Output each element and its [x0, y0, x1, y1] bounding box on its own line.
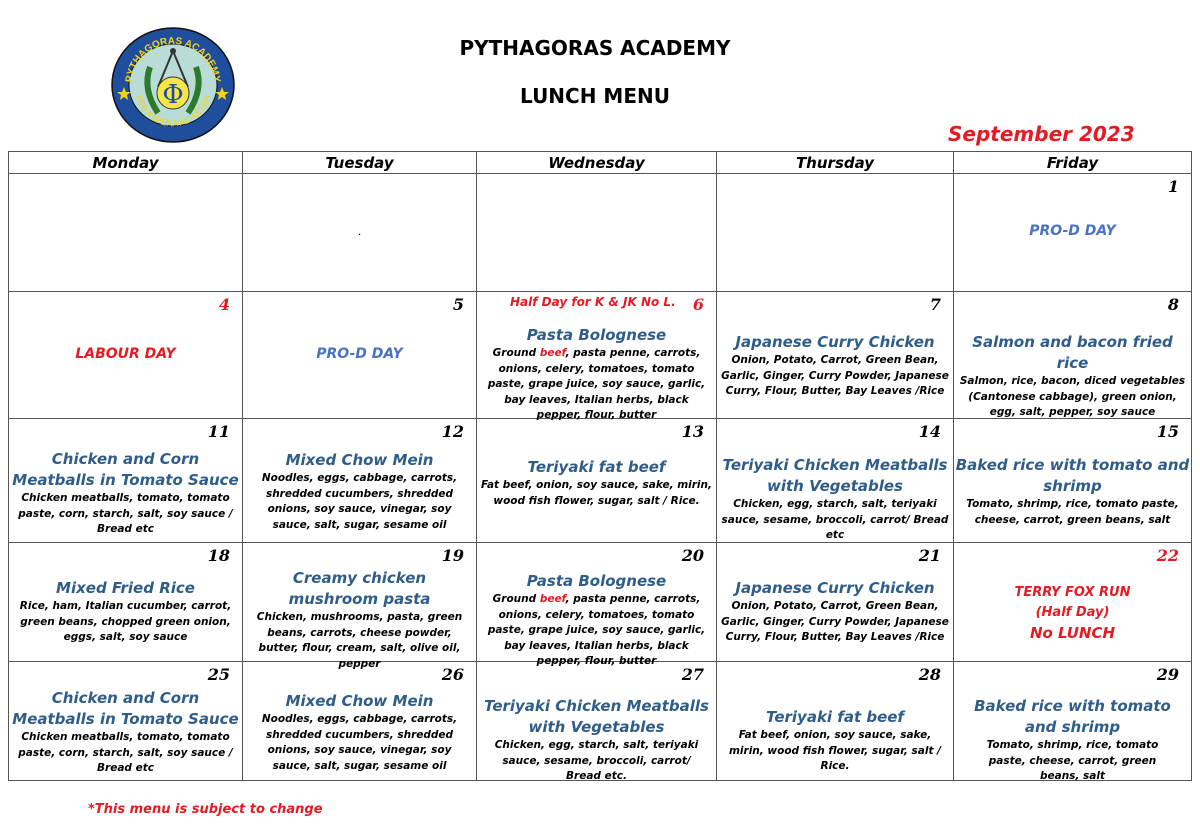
ingredients: Noodles, eggs, cabbage, carrots, shredded cucumbers, shredded onions, soy sauce, vinegar, soy sauce, salt, sugar, sesame oil [261, 713, 458, 772]
day-number: 28 [918, 665, 941, 684]
ingredients: Tomato, shrimp, rice, tomato paste, cheese, carrot, green beans, salt [986, 739, 1159, 782]
ingredients: Onion, Potato, Carrot, Green Bean, Garlic, Ginger, Curry Powder, Japanese Curry, Flour, Butter, Bay Leaves /Rice [721, 600, 949, 643]
ingredients-text: , pasta penne, carrots, onions, celery, tomatoes, tomato paste, grape juice, soy sauce, garlic, bay leaves, Italian herbs, black pepper, flour, butter [487, 593, 706, 667]
day-cell [954, 174, 1192, 292]
menu-entry [717, 707, 953, 775]
stray-mark: . [357, 224, 362, 238]
week-row-5 [9, 662, 1192, 781]
dish-name: Mixed Fried Rice [56, 579, 195, 597]
day-number: 27 [681, 665, 704, 684]
event-line: (Half Day) [1035, 605, 1110, 620]
ingredients: Onion, Potato, Carrot, Green Bean, Garlic, Ginger, Curry Powder, Japanese Curry, Flour, Butter, Bay Leaves /Rice [721, 354, 949, 397]
day-number: 4 [218, 295, 230, 314]
school-name: PYTHAGORAS ACADEMY [459, 36, 731, 60]
ingredients: Noodles, eggs, cabbage, carrots, shredded cucumbers, shredded onions, soy sauce, vinegar, soy sauce, salt, sugar, sesame oil [261, 472, 458, 531]
day-cell [9, 292, 243, 419]
dish-name: Mixed Chow Mein [285, 692, 434, 710]
ingredients: Chicken meatballs, tomato, tomato paste, corn, starch, salt, soy sauce / Bread etc [18, 731, 233, 774]
dish-name: Chicken and Corn Meatballs in Tomato Sauce [12, 450, 239, 489]
menu-entry [477, 696, 716, 785]
event-label: PRO-D DAY [1029, 223, 1116, 239]
day-number: 29 [1156, 665, 1179, 684]
ingredients-text: Ground [492, 347, 540, 359]
menu-entry [477, 325, 716, 424]
week-row-1 [9, 174, 1192, 292]
dish-name: Japanese Curry Chicken [735, 333, 935, 351]
ingredients: Chicken, egg, starch, salt, teriyaki sauce, sesame, broccoli, carrot/ Bread etc. [494, 739, 699, 782]
day-number: 6 [692, 295, 704, 314]
event-line: No LUNCH [1029, 624, 1116, 642]
menu-entry [9, 688, 242, 777]
event-label: LABOUR DAY [75, 346, 176, 362]
menu-entry [9, 449, 242, 538]
dish-name: Teriyaki Chicken Meatballs with Vegetables [484, 697, 709, 736]
dish-name: Teriyaki fat beef [766, 708, 904, 726]
weekday-friday: Friday [954, 152, 1192, 174]
menu-entry [243, 691, 476, 774]
day-number: 21 [918, 546, 941, 565]
ingredients [477, 592, 716, 670]
ingredients-text: , pasta penne, carrots, onions, celery, tomatoes, tomato paste, grape juice, soy sauce, garlic, bay leaves, Italian herbs, black pepper, flour, butter [487, 347, 706, 421]
menu-entry [243, 568, 476, 610]
ingredients: Salmon, rice, bacon, diced vegetables (Cantonese cabbage), green onion, egg, salt, pepper, soy sauce [959, 375, 1186, 418]
dish-name: Chicken and Corn Meatballs in Tomato Sauce [12, 689, 239, 728]
day-cell [243, 292, 477, 419]
week-row-3 [9, 419, 1192, 543]
event-block [954, 583, 1191, 643]
ingredients: Chicken, egg, starch, salt, teriyaki sauce, sesame, broccoli, carrot/ Bread etc [721, 498, 949, 541]
week-row-2 [9, 292, 1192, 419]
day-cell [954, 419, 1192, 543]
ingredients: Chicken, mushrooms, pasta, green beans, carrots, cheese powder, butter, flour, cream, salt, olive oil, pepper [256, 611, 463, 670]
day-cell [954, 543, 1192, 662]
dish-name: Teriyaki fat beef [527, 458, 666, 476]
menu-entry [9, 578, 242, 646]
day-number: 22 [1156, 546, 1179, 565]
day-number: 11 [207, 422, 230, 441]
menu-entry [717, 455, 953, 544]
weekday-tuesday: Tuesday [243, 152, 477, 174]
dish-name: Japanese Curry Chicken [735, 579, 935, 597]
dish-name: Creamy chicken mushroom pasta [288, 569, 431, 608]
day-cell [9, 662, 243, 781]
weekday-wednesday: Wednesday [477, 152, 717, 174]
day-cell [477, 662, 717, 781]
ingredients: Fat beef, onion, soy sauce, sake, mirin, wood fish flower, sugar, salt / Rice. [728, 729, 941, 772]
day-cell [954, 662, 1192, 781]
ingredients: Chicken meatballs, tomato, tomato paste, corn, starch, salt, soy sauce / Bread etc [18, 492, 233, 535]
day-number: 19 [441, 546, 464, 565]
day-cell [717, 292, 954, 419]
day-number: 26 [441, 665, 464, 684]
menu-entry [954, 332, 1191, 421]
academy-emblem-icon [110, 27, 236, 144]
day-cell [717, 419, 954, 543]
day-number: 13 [681, 422, 704, 441]
disclaimer-note: *This menu is subject to change [88, 802, 323, 817]
ingredients-highlight: beef [539, 347, 566, 359]
event-label: PRO-D DAY [316, 346, 403, 362]
day-number: 8 [1167, 295, 1179, 314]
day-number: 12 [441, 422, 464, 441]
dish-name: Salmon and bacon fried rice [972, 333, 1173, 372]
school-logo [110, 27, 236, 144]
menu-entry [717, 578, 953, 646]
menu-entry [954, 696, 1191, 785]
day-cell [477, 419, 717, 543]
day-cell [954, 292, 1192, 419]
ingredients-text: Ground [492, 593, 540, 605]
menu-entry [477, 457, 716, 509]
day-cell [243, 662, 477, 781]
logo-text-bottom: PER ASPERA AD ASTRA [133, 93, 213, 129]
day-number: 25 [207, 665, 230, 684]
menu-entry [477, 571, 716, 670]
day-cell-empty [717, 174, 954, 292]
menu-entry [717, 332, 953, 400]
event-line: TERRY FOX RUN [1014, 585, 1131, 600]
ingredients: Rice, ham, Italian cucumber, carrot, green beans, chopped green onion, eggs, salt, soy sauce [19, 600, 232, 643]
dish-name: Pasta Bolognese [526, 326, 667, 344]
dish-name: Mixed Chow Mein [285, 451, 434, 469]
day-cell [243, 419, 477, 543]
menu-month: September 2023 [948, 122, 1135, 146]
menu-title: LUNCH MENU [520, 84, 670, 108]
ingredients [477, 346, 716, 424]
weekday-thursday: Thursday [717, 152, 954, 174]
dish-name: Teriyaki Chicken Meatballs with Vegetables [722, 456, 948, 495]
day-cell-empty [9, 174, 243, 292]
half-day-note: Half Day for K & JK No L. [510, 295, 676, 309]
logo-text-top: PYTHAGORAS ACADEMY [124, 35, 222, 83]
logo-symbol: Φ [162, 80, 184, 110]
ingredients: Tomato, shrimp, rice, tomato paste, cheese, carrot, green beans, salt [966, 498, 1179, 526]
day-cell [9, 543, 243, 662]
dish-name: Pasta Bolognese [526, 572, 667, 590]
menu-entry [243, 450, 476, 533]
day-cell [9, 419, 243, 543]
day-cell-empty [477, 174, 717, 292]
day-number: 14 [918, 422, 941, 441]
day-number: 5 [452, 295, 464, 314]
week-row-4 [9, 543, 1192, 662]
dish-name: Baked rice with tomato and shrimp [974, 697, 1171, 736]
day-cell [717, 662, 954, 781]
weekday-monday: Monday [9, 152, 243, 174]
day-cell [243, 543, 477, 670]
day-number: 20 [681, 546, 704, 565]
day-number: 18 [207, 546, 230, 565]
ingredients: Fat beef, onion, soy sauce, sake, mirin, wood fish flower, sugar, salt / Rice. [481, 479, 712, 507]
day-cell-empty [243, 174, 477, 292]
day-cell [477, 292, 717, 419]
menu-entry [954, 455, 1191, 528]
day-cell [717, 543, 954, 662]
ingredients-highlight: beef [539, 593, 566, 605]
day-number: 15 [1156, 422, 1179, 441]
dish-name: Baked rice with tomato and shrimp [955, 456, 1190, 495]
weekday-header-row [9, 152, 1192, 174]
day-number: 7 [929, 295, 941, 314]
day-number: 1 [1167, 177, 1179, 196]
day-cell [477, 543, 717, 667]
lunch-calendar [8, 151, 1192, 781]
